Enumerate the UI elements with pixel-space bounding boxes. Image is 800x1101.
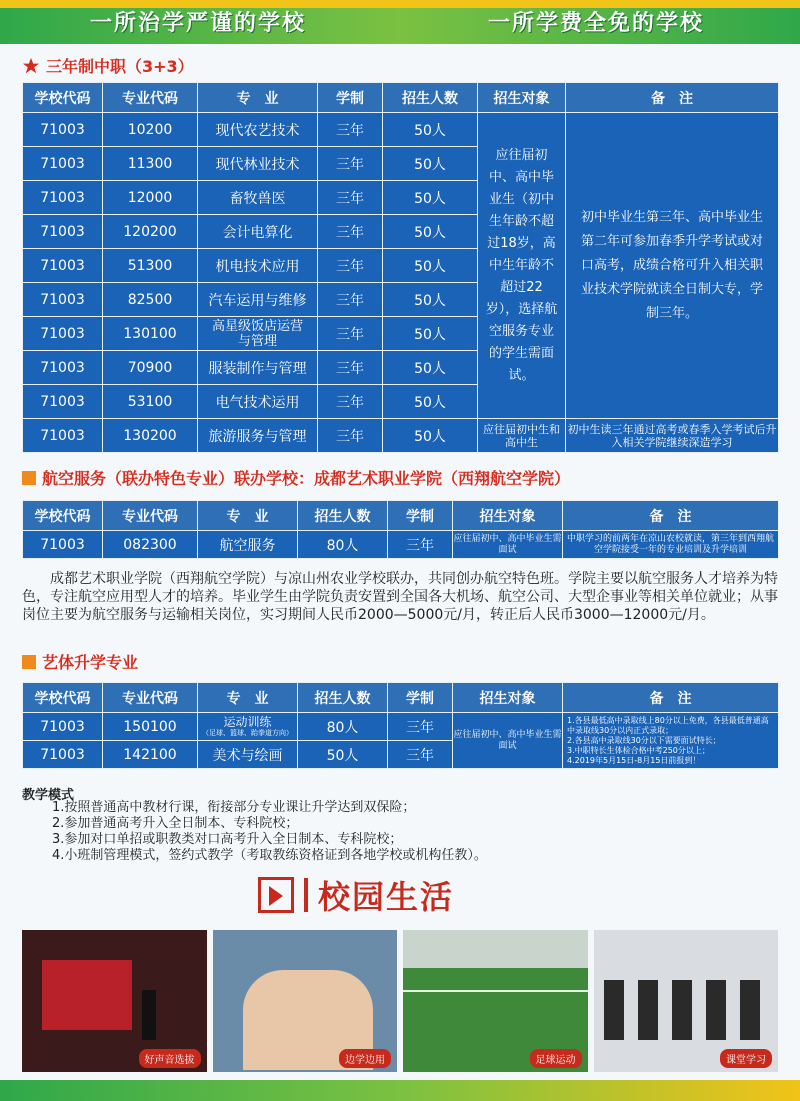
target-cell: 应往届初中、高中毕业生需面试 (453, 531, 563, 559)
teaching-item: 2.参加普通高考升入全日制本、专科院校； (52, 816, 299, 831)
count-cell: 50人 (383, 215, 478, 249)
major-cell: 航空服务 (198, 531, 298, 559)
note-cell (563, 713, 779, 769)
section3-title: 艺体升学专业 (42, 653, 139, 672)
years-cell: 三年 (318, 249, 383, 283)
school-code-cell: 71003 (23, 215, 103, 249)
major-code-cell: 70900 (103, 351, 198, 385)
col-header: 专业代码 (103, 683, 198, 713)
col-header: 专业代码 (103, 501, 198, 531)
stadium-background (403, 930, 588, 968)
school-code-cell: 71003 (23, 283, 103, 317)
count-cell: 80人 (298, 713, 388, 741)
years-cell: 三年 (318, 283, 383, 317)
major-cell: 美术与绘画 (198, 741, 298, 769)
col-header: 专 业 (198, 683, 298, 713)
school-code-cell: 71003 (23, 713, 103, 741)
teaching-item: 1.按照普通高中教材行课，衔接部分专业课让升学达到双保险； (52, 800, 416, 815)
major-code-cell: 130200 (103, 419, 198, 453)
table-header-row (23, 83, 779, 113)
col-header: 学制 (318, 83, 383, 113)
target-cell: 应往届初中、高中毕业生需面试 (453, 713, 563, 769)
col-header: 招生人数 (383, 83, 478, 113)
school-code-cell: 71003 (23, 317, 103, 351)
major-code-cell: 142100 (103, 741, 198, 769)
photo-strip (22, 930, 778, 1072)
major-cell: 高星级饭店运营与管理 (198, 317, 318, 351)
major-cell: 现代农艺技术 (198, 113, 318, 147)
bottom-band (0, 1080, 800, 1101)
years-cell: 三年 (318, 351, 383, 385)
count-cell: 50人 (383, 317, 478, 351)
years-cell: 三年 (318, 385, 383, 419)
school-code-cell: 71003 (23, 147, 103, 181)
teaching-list (52, 800, 487, 864)
note-line: 2.各县高中录取线30分以下需要面试特长； (567, 735, 721, 745)
school-code-cell: 71003 (23, 531, 103, 559)
major-cell: 现代林业技术 (198, 147, 318, 181)
photo-caption: 足球运动 (530, 1049, 582, 1068)
col-header: 招生人数 (298, 501, 388, 531)
major-cell (198, 713, 298, 741)
school-code-cell: 71003 (23, 113, 103, 147)
target-cell: 应往届初中、高中毕业生（初中生年龄不超过18岁，高中生年龄不超过22岁），选择航空服务专业的学生需面试。 (478, 113, 566, 419)
count-cell: 50人 (298, 741, 388, 769)
years-cell: 三年 (388, 741, 453, 769)
table-row (23, 531, 779, 559)
school-code-cell: 71003 (23, 741, 103, 769)
count-cell: 80人 (298, 531, 388, 559)
col-header: 招生人数 (298, 683, 388, 713)
major-code-cell: 130100 (103, 317, 198, 351)
major-code-cell: 51300 (103, 249, 198, 283)
performer-figure (142, 990, 156, 1040)
campus-heading (258, 872, 454, 918)
photo-talent-show (22, 930, 207, 1072)
count-cell: 50人 (383, 113, 478, 147)
campus-title: 校园生活 (318, 878, 455, 916)
major-cell: 电气技术运用 (198, 385, 318, 419)
years-cell: 三年 (318, 215, 383, 249)
school-code-cell: 71003 (23, 419, 103, 453)
table-header-row (23, 683, 779, 713)
major-code-cell: 12000 (103, 181, 198, 215)
major-cell: 旅游服务与管理 (198, 419, 318, 453)
col-header: 专业代码 (103, 83, 198, 113)
col-header: 学制 (388, 683, 453, 713)
major-code-cell: 10200 (103, 113, 198, 147)
count-cell: 50人 (383, 181, 478, 215)
aviation-paragraph: 成都艺术职业学院（西翔航空学院）与凉山州农业学校联办，共同创办航空特色班。学院主要以航空服务人才培养为特色，专注航空应用型人才的培养。毕业学生由学院负责安置到全国各大机场、航空公司、大型企事业等相关单位就业；从事岗位主要为航空服务与运输相关岗位，实习期间人民币2000—5000元/月，转正后人民币3000—12000元/月。 (22, 571, 778, 623)
teaching-item: 3.参加对口单招或职教类对口高考升入全日制本、专科院校； (52, 832, 403, 847)
school-code-cell: 71003 (23, 181, 103, 215)
col-header: 备 注 (566, 83, 779, 113)
table-row (23, 419, 779, 453)
note-line: 1.各县最低高中录取线上80分以上免费，各县最低普通高中录取线30分以内正式录取； (567, 715, 769, 735)
photo-caption: 课堂学习 (720, 1049, 772, 1068)
col-header: 学校代码 (23, 83, 103, 113)
years-cell: 三年 (318, 181, 383, 215)
stage-screen (42, 960, 132, 1030)
major-cell: 服装制作与管理 (198, 351, 318, 385)
col-header: 招生对象 (453, 683, 563, 713)
major-cell: 畜牧兽医 (198, 181, 318, 215)
count-cell: 50人 (383, 283, 478, 317)
field-line (403, 990, 588, 992)
photo-classroom (594, 930, 779, 1072)
section1-table (22, 82, 779, 453)
section2-table (22, 500, 779, 559)
school-code-cell: 71003 (23, 351, 103, 385)
col-header: 备 注 (563, 683, 779, 713)
section1-heading (22, 54, 194, 77)
note-cell: 中职学习的前两年在凉山农校就读，第三年到西翔航空学院接受一年的专业培训及升学培训 (563, 531, 779, 559)
years-cell: 三年 (318, 113, 383, 147)
major-code-cell: 120200 (103, 215, 198, 249)
note-cell: 初中生读三年通过高考或春季入学考试后升入相关学院继续深造学习 (566, 419, 779, 453)
teaching-item: 4.小班制管理模式，签约式教学（考取教练资格证到各地学校或机构任教）。 (52, 848, 487, 863)
square-bullet-icon (22, 471, 36, 485)
note-line: 4.2019年5月15日-8月15日前报到！ (567, 755, 701, 765)
section1-title: 三年制中职（3+3） (46, 57, 194, 76)
count-cell: 50人 (383, 249, 478, 283)
note-cell: 初中毕业生第三年、高中毕业生第二年可参加春季升学考试或对口高考，成绩合格可升入相关职业技术学院就读全日制大专，学制三年。 (566, 113, 779, 419)
count-cell: 50人 (383, 351, 478, 385)
major-cell: 机电技术应用 (198, 249, 318, 283)
section3-heading (22, 650, 138, 673)
school-code-cell: 71003 (23, 385, 103, 419)
section2-heading (22, 466, 570, 489)
major-code-cell: 11300 (103, 147, 198, 181)
section2-title: 航空服务（联办特色专业）联办学校：成都艺术职业学院（西翔航空学院） (42, 469, 571, 488)
col-header: 学校代码 (23, 683, 103, 713)
count-cell: 50人 (383, 419, 478, 453)
slogan-right: 一所学费全免的学校 (488, 11, 705, 36)
photo-caption: 边学边用 (339, 1049, 391, 1068)
years-cell: 三年 (318, 419, 383, 453)
table-row (23, 713, 779, 741)
col-header: 招生对象 (453, 501, 563, 531)
major-sub-label: （足球、篮球、跆拳道方向） (202, 728, 293, 737)
note-line: 3.中职特长生体检合格中考250分以上； (567, 745, 710, 755)
col-header: 招生对象 (478, 83, 566, 113)
col-header: 专 业 (198, 83, 318, 113)
divider (304, 878, 308, 912)
col-header: 备 注 (563, 501, 779, 531)
section3-table (22, 682, 779, 769)
years-cell: 三年 (388, 531, 453, 559)
major-label: 运动训练 (223, 714, 272, 729)
col-header: 学校代码 (23, 501, 103, 531)
count-cell: 50人 (383, 147, 478, 181)
years-cell: 三年 (318, 147, 383, 181)
top-banner (0, 0, 800, 44)
major-code-cell: 53100 (103, 385, 198, 419)
computer-rows (604, 980, 764, 1040)
major-cell: 汽车运用与维修 (198, 283, 318, 317)
square-bullet-icon (22, 655, 36, 669)
table-row (23, 113, 779, 147)
major-code-cell: 082300 (103, 531, 198, 559)
years-cell: 三年 (318, 317, 383, 351)
col-header: 学制 (388, 501, 453, 531)
photo-caption: 好声音选拔 (139, 1049, 201, 1068)
major-code-cell: 82500 (103, 283, 198, 317)
photo-learning (213, 930, 398, 1072)
major-cell: 会计电算化 (198, 215, 318, 249)
play-arrow-icon (258, 877, 294, 913)
col-header: 专 业 (198, 501, 298, 531)
table-header-row (23, 501, 779, 531)
teaching-title: 教学模式 (22, 788, 75, 803)
slogan-left: 一所治学严谨的学校 (90, 11, 307, 36)
star-icon (22, 57, 40, 75)
target-cell: 应往届初中生和高中生 (478, 419, 566, 453)
major-code-cell: 150100 (103, 713, 198, 741)
count-cell: 50人 (383, 385, 478, 419)
photo-football (403, 930, 588, 1072)
years-cell: 三年 (388, 713, 453, 741)
school-code-cell: 71003 (23, 249, 103, 283)
